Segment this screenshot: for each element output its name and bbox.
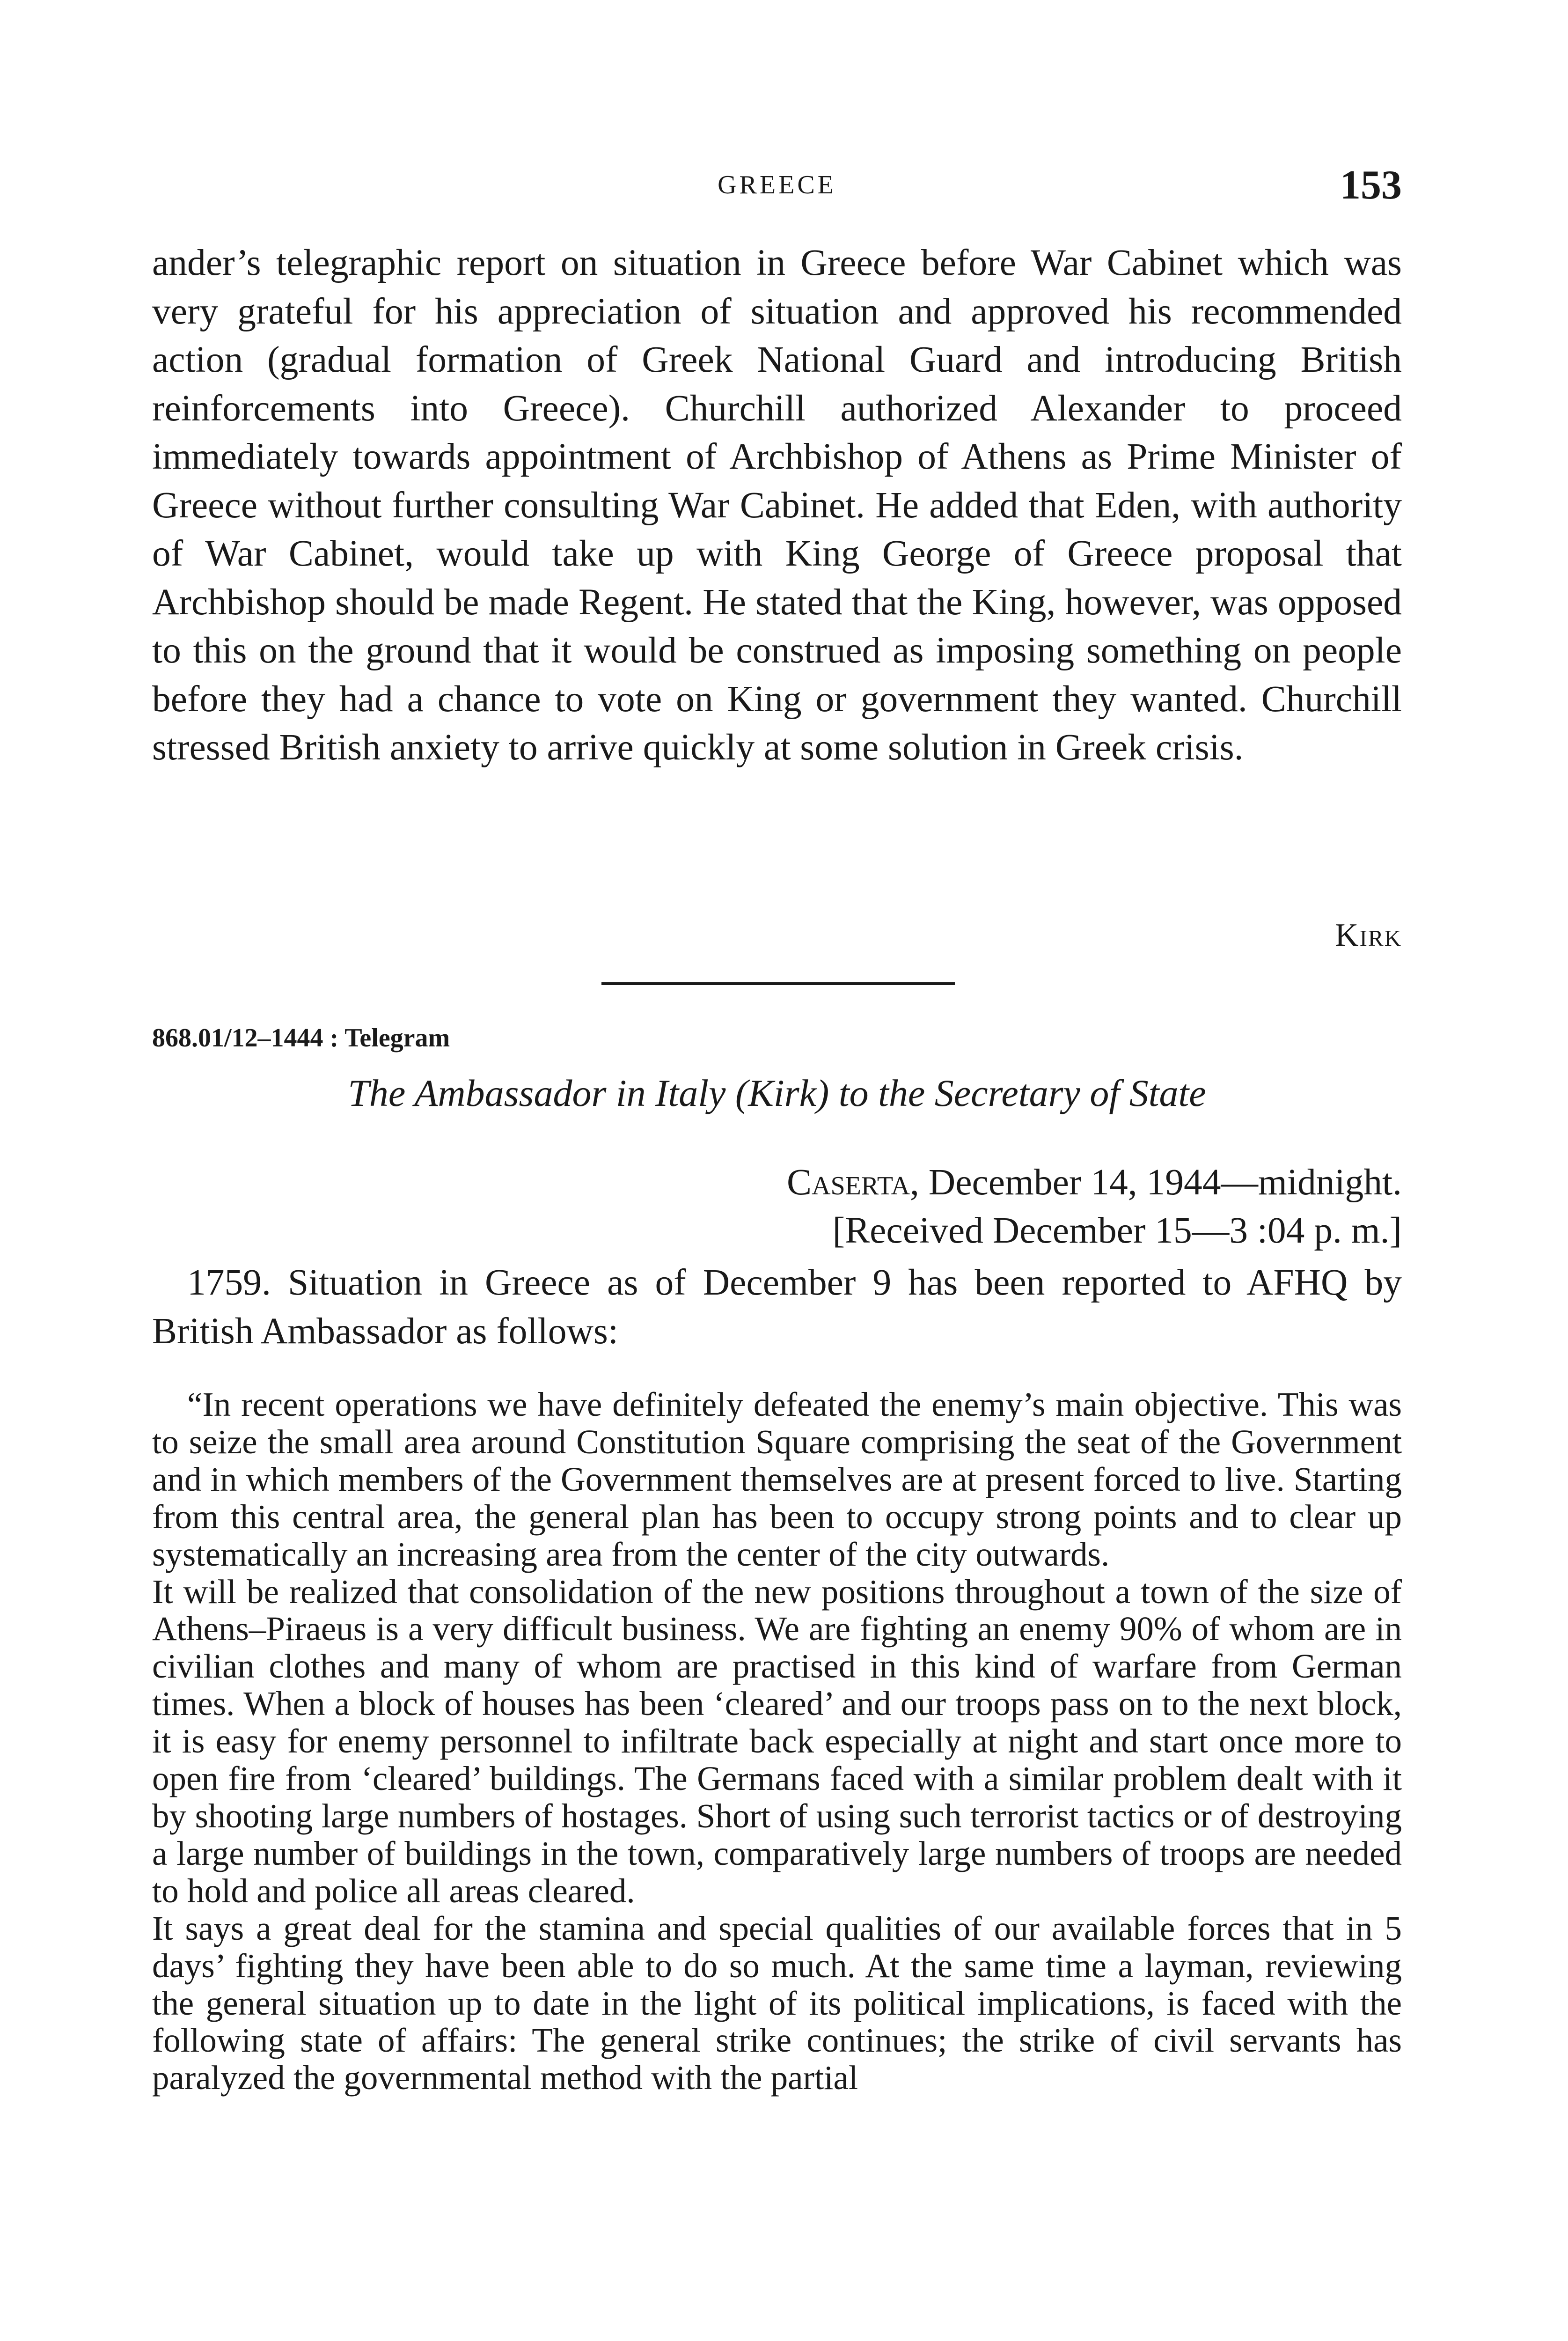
signature: Kirk <box>1335 917 1402 953</box>
dateline-date: , December 14, 1944—midnight. <box>910 1162 1402 1203</box>
continued-paragraph-block <box>152 239 1402 772</box>
quoted-report <box>152 1386 1402 2097</box>
opening-paragraph: 1759. Situation in Greece as of December 9 has been reported to AFHQ by British Ambassador as follows: <box>152 1262 1402 1352</box>
document-title: The Ambassador in Italy (Kirk) to the Secretary of State <box>348 1072 1206 1114</box>
page-number: 153 <box>1340 162 1402 208</box>
quoted-paragraph: It says a great deal for the stamina and special qualities of our available forces that in 5 days’ fighting they have been able to do so much. At the same time a layman, reviewing the general situation up to date in the light of its political implications, is faced with the following state of affairs: The general strike continues; the strike of civil servants has paralyzed the governmental method with the partial <box>152 1909 1402 2097</box>
quoted-paragraph: “In recent operations we have definitely defeated the enemy’s main objective. This was to seize the small area around Constitution Square comprising the seat of the Government and in which members of the Government themselves are at present forced to live. Starting from this central area, the general plan has been to occupy strong points and to clear up systematically an increasing area from the center of the city outwards. <box>152 1385 1402 1573</box>
document-page <box>152 0 1402 2341</box>
opening-paragraph-block <box>152 1259 1402 1355</box>
running-title: GREECE <box>718 170 836 199</box>
quoted-paragraph: It will be realized that consolidation of the new positions throughout a town of the size of Athens–Piraeus is a very difficult business. We are fighting an enemy 90% of whom are in civilian clothes and many of whom are practised in this kind of warfare from German times. When a block of houses has been ‘cleared’ and our troops pass on to the next block, it is easy for enemy personnel to infiltrate back especially at night and start once more to open fire from ‘cleared’ buildings. The Germans faced with a similar problem dealt with it by shooting large numbers of hostages. Short of using such terrorist tactics or of destroying a large number of buildings in the town, comparatively large numbers of troops are needed to hold and police all areas cleared. <box>152 1572 1402 1910</box>
continued-paragraph: ander’s telegraphic report on situation in Greece before War Cabinet which was very grateful for his appreciation of situation and approved his recommended action (gradual formation of Greek National Guard and introducing British reinforcements into Greece). Churchill authorized Alexander to proceed immediately towards appointment of Archbishop of Athens as Prime Minister of Greece without further consulting War Cabinet. He added that Eden, with authority of War Cabinet, would take up with King George of Greece proposal that Archbishop should be made Regent. He stated that the King, however, was opposed to this on the ground that it would be construed as imposing something on people before they had a chance to vote on King or government they wanted. Churchill stressed British anxiety to arrive quickly at some solution in Greek crisis. <box>152 242 1402 768</box>
dateline <box>787 1161 1402 1204</box>
dateline-place: Caserta <box>787 1162 910 1203</box>
file-reference: 868.01/12–1444 : Telegram <box>152 1023 450 1053</box>
received-line: [Received December 15—3 :04 p. m.] <box>832 1210 1402 1251</box>
running-head <box>152 162 1402 213</box>
section-divider <box>601 982 955 985</box>
